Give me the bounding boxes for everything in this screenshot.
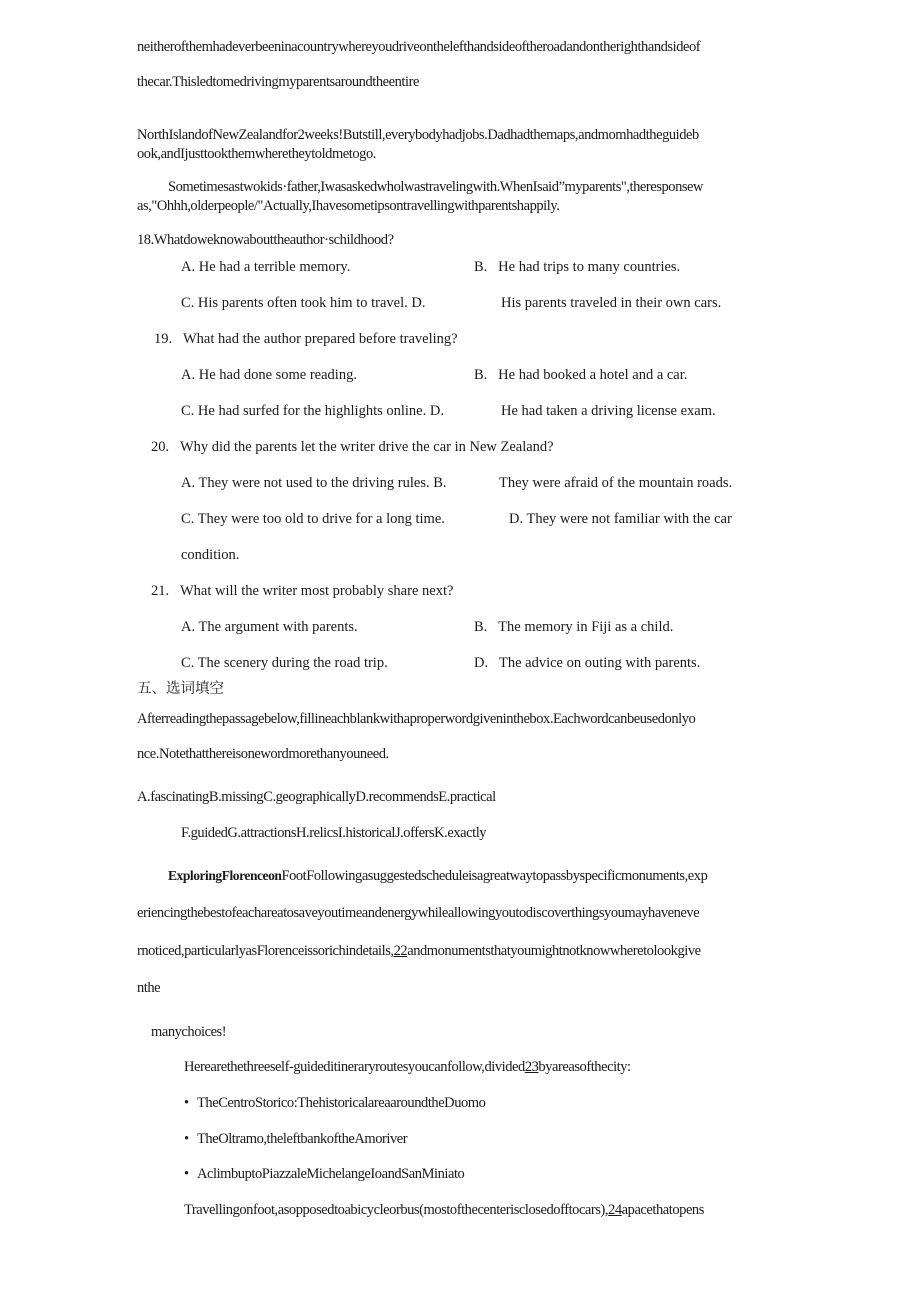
option-letter: B.	[474, 259, 488, 275]
bullet-item: TheOltramo,theleftbankoftheAmoriver	[197, 1131, 408, 1147]
question-text: Whatdoweknowabouttheauthor·schildhood?	[153, 232, 394, 248]
section-heading: 五、选词填空	[137, 681, 224, 697]
option-18-a[interactable]: A. He had a terrible memory.	[181, 259, 351, 275]
reading-line	[168, 867, 707, 885]
reading-line: eriencingthebestofeachareatosaveyoutimeandenergywhileallowingyoutodiscoverthingsyoumayhaveneve	[137, 905, 700, 921]
word-box-line: F.guidedG.attractionsH.relicsI.historicalJ.offersK.exactly	[181, 825, 487, 841]
question-text: What will the writer most probably share next?	[180, 583, 454, 599]
reading-line: manychoices!	[151, 1024, 227, 1040]
option-18-d[interactable]: His parents traveled in their own cars.	[501, 295, 722, 311]
option-letter: B.	[474, 367, 488, 383]
question-number: 21.	[151, 583, 170, 599]
reading-text: Herearethethreeself-guideditineraryroutesyoucanfollow,divided	[184, 1059, 525, 1075]
option-19-c[interactable]: C. He had surfed for the highlights online. D.	[181, 403, 444, 419]
reading-text: FootFollowingasuggestedscheduleisagreatwaytopassbyspecificmonuments,exp	[281, 868, 708, 884]
question-text: What had the author prepared before traveling?	[183, 331, 458, 347]
question-18	[137, 231, 394, 249]
option-text: He had booked a hotel and a car.	[498, 367, 688, 383]
question-number: 18.	[137, 232, 154, 248]
option-20-d[interactable]: D. They were not familiar with the car	[509, 511, 732, 527]
option-18-b[interactable]	[474, 258, 680, 276]
bullet-icon: •	[184, 1095, 190, 1111]
bullet-item: TheCentroStorico:ThehistoricalareaaroundtheDuomo	[197, 1095, 486, 1111]
blank-23[interactable]: 23	[524, 1059, 539, 1075]
passage-line: neitherofthemhadeverbeeninacountrywhereyoudriveonthelefthandsideoftheroadandontherighthandsideof	[137, 39, 701, 55]
option-20-a[interactable]: A. They were not used to the driving rules. B.	[181, 475, 447, 491]
reading-line	[137, 942, 701, 960]
instruction-line: nce.Notethatthereisonewordmorethanyouneed.	[137, 746, 389, 762]
option-20-c[interactable]: C. They were too old to drive for a long time.	[181, 511, 445, 527]
reading-line	[184, 1058, 631, 1076]
option-letter: D.	[474, 655, 489, 671]
reading-text: Travellingonfoot,asopposedtoabicycleorbus(mostofthecenterisclosedofftocars),	[184, 1202, 609, 1218]
option-letter: B.	[474, 619, 488, 635]
option-21-a[interactable]: A. The argument with parents.	[181, 619, 358, 635]
question-20	[151, 438, 554, 456]
bullet-icon: •	[184, 1131, 190, 1147]
blank-24[interactable]: 24	[608, 1202, 622, 1218]
reading-text: andmonumentsthatyoumightnotknowwheretolookgive	[407, 943, 701, 959]
option-21-b[interactable]	[474, 618, 673, 636]
passage-line: as,"Ohhh,olderpeople/"Actually,Ihavesometipsontravellingwithparentshappily.	[137, 198, 560, 214]
passage-line: Sometimesastwokids·father,Iwasaskedwholwastravelingwith.WhenIsaid”myparents",theresponsew	[168, 179, 704, 195]
instruction-line: Afterreadingthepassagebelow,fillineachblankwithaproperwordgiveninthebox.Eachwordcanbeusedonlyo	[137, 711, 696, 727]
reading-title: ExploringFlorenceon	[168, 868, 282, 883]
question-19	[154, 330, 458, 348]
option-text: He had trips to many countries.	[498, 259, 681, 275]
option-21-c[interactable]: C. The scenery during the road trip.	[181, 655, 388, 671]
option-text: The memory in Fiji as a child.	[498, 619, 674, 635]
option-19-d[interactable]: He had taken a driving license exam.	[501, 403, 716, 419]
question-number: 20.	[151, 439, 170, 455]
blank-22[interactable]: 22	[393, 943, 408, 959]
question-21	[151, 582, 453, 600]
bullet-icon: •	[184, 1166, 190, 1182]
option-19-b[interactable]	[474, 366, 687, 384]
option-text: The advice on outing with parents.	[498, 655, 701, 671]
reading-text: apacethatopens	[621, 1202, 704, 1218]
option-20-d-continued: condition.	[181, 547, 240, 563]
option-21-d[interactable]	[474, 654, 700, 672]
question-text: Why did the parents let the writer drive the car in New Zealand?	[180, 439, 554, 455]
bullet-item: AclimbuptoPiazzaleMichelangeIoandSanMiniato	[197, 1166, 465, 1182]
passage-line: NorthIslandofNewZealandfor2weeks!Butstill,everybodyhadjobs.Dadhadthemaps,andmomhadtheguideb	[137, 127, 699, 143]
option-19-a[interactable]: A. He had done some reading.	[181, 367, 357, 383]
word-box-line: A.fascinatingB.missingC.geographicallyD.recommendsE.practical	[137, 789, 496, 805]
passage-line: thecar.Thisledtomedrivingmyparentsaroundtheentire	[137, 74, 419, 90]
reading-line: nthe	[137, 980, 161, 996]
option-18-c[interactable]: C. His parents often took him to travel. D.	[181, 295, 426, 311]
reading-text: rnoticed,particularlyasFlorenceissorichindetails,	[137, 943, 394, 959]
reading-text: byareasofthecity:	[538, 1059, 631, 1075]
reading-line	[184, 1201, 704, 1219]
passage-line: ook,andIjusttookthemwheretheytoldmetogo.	[137, 146, 376, 162]
question-number: 19.	[154, 331, 173, 347]
option-20-b[interactable]: They were afraid of the mountain roads.	[499, 475, 733, 491]
